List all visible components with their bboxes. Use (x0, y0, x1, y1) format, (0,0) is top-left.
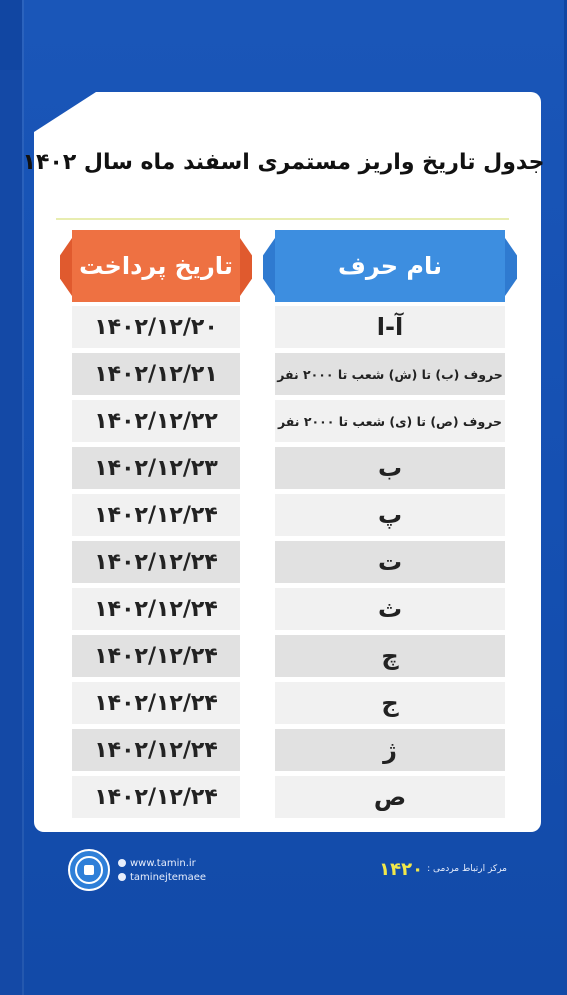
table-row (0, 306, 567, 348)
page-title: جدول تاریخ واریز مستمری اسفند ماه سال ۱۴۰۲ (22, 150, 545, 175)
tamin-logo-icon (68, 849, 110, 891)
payment-date-cell: ۱۴۰۲/۱۲/۲۴ (72, 729, 240, 771)
payment-date-cell: ۱۴۰۲/۱۲/۲۱ (72, 353, 240, 395)
payment-date-cell: ۱۴۰۲/۱۲/۲۴ (72, 682, 240, 724)
letter-cell: ص (275, 776, 505, 818)
website-link[interactable] (118, 858, 206, 869)
hotline-info (379, 857, 507, 881)
payment-date-cell: ۱۴۰۲/۱۲/۲۳ (72, 447, 240, 489)
table-row (0, 729, 567, 771)
letter-cell: ژ (275, 729, 505, 771)
payment-date-cell: ۱۴۰۲/۱۲/۲۴ (72, 776, 240, 818)
footer-links (68, 850, 206, 890)
table-row (0, 588, 567, 630)
social-icon (118, 873, 126, 881)
letter-cell: ث (275, 588, 505, 630)
hotline-label: مرکز ارتباط مردمی : (427, 864, 507, 874)
payment-date-cell: ۱۴۰۲/۱۲/۲۰ (72, 306, 240, 348)
letter-cell: حروف (ب) تا (ش) شعب تا ۲۰۰۰ نفر (275, 353, 505, 395)
payment-date-cell: ۱۴۰۲/۱۲/۲۴ (72, 588, 240, 630)
letter-cell: آ-ا (275, 306, 505, 348)
table-row (0, 494, 567, 536)
letter-cell: پ (275, 494, 505, 536)
letter-column-header: نام حرف (275, 230, 505, 302)
letter-cell: چ (275, 635, 505, 677)
payment-date-cell: ۱۴۰۲/۱۲/۲۴ (72, 541, 240, 583)
hotline-number: ۱۴۲۰ (379, 858, 424, 880)
payment-date-cell: ۱۴۰۲/۱۲/۲۲ (72, 400, 240, 442)
social-link[interactable] (118, 872, 206, 883)
date-column-header: تاریخ پرداخت (72, 230, 240, 302)
payment-date-cell: ۱۴۰۲/۱۲/۲۴ (72, 494, 240, 536)
letter-cell: حروف (ص) تا (ی) شعب تا ۲۰۰۰ نفر (275, 400, 505, 442)
table-row (0, 776, 567, 818)
letter-cell: ب (275, 447, 505, 489)
payment-date-cell: ۱۴۰۲/۱۲/۲۴ (72, 635, 240, 677)
table-row (0, 682, 567, 724)
letter-cell: ج (275, 682, 505, 724)
table-row (0, 400, 567, 442)
social-text: taminejtemaee (130, 871, 207, 883)
website-text: www.tamin.ir (130, 857, 196, 869)
table-row (0, 353, 567, 395)
letter-cell: ت (275, 541, 505, 583)
table-row (0, 635, 567, 677)
table-row (0, 447, 567, 489)
globe-icon (118, 859, 126, 867)
title-divider (56, 218, 509, 220)
table-row (0, 541, 567, 583)
